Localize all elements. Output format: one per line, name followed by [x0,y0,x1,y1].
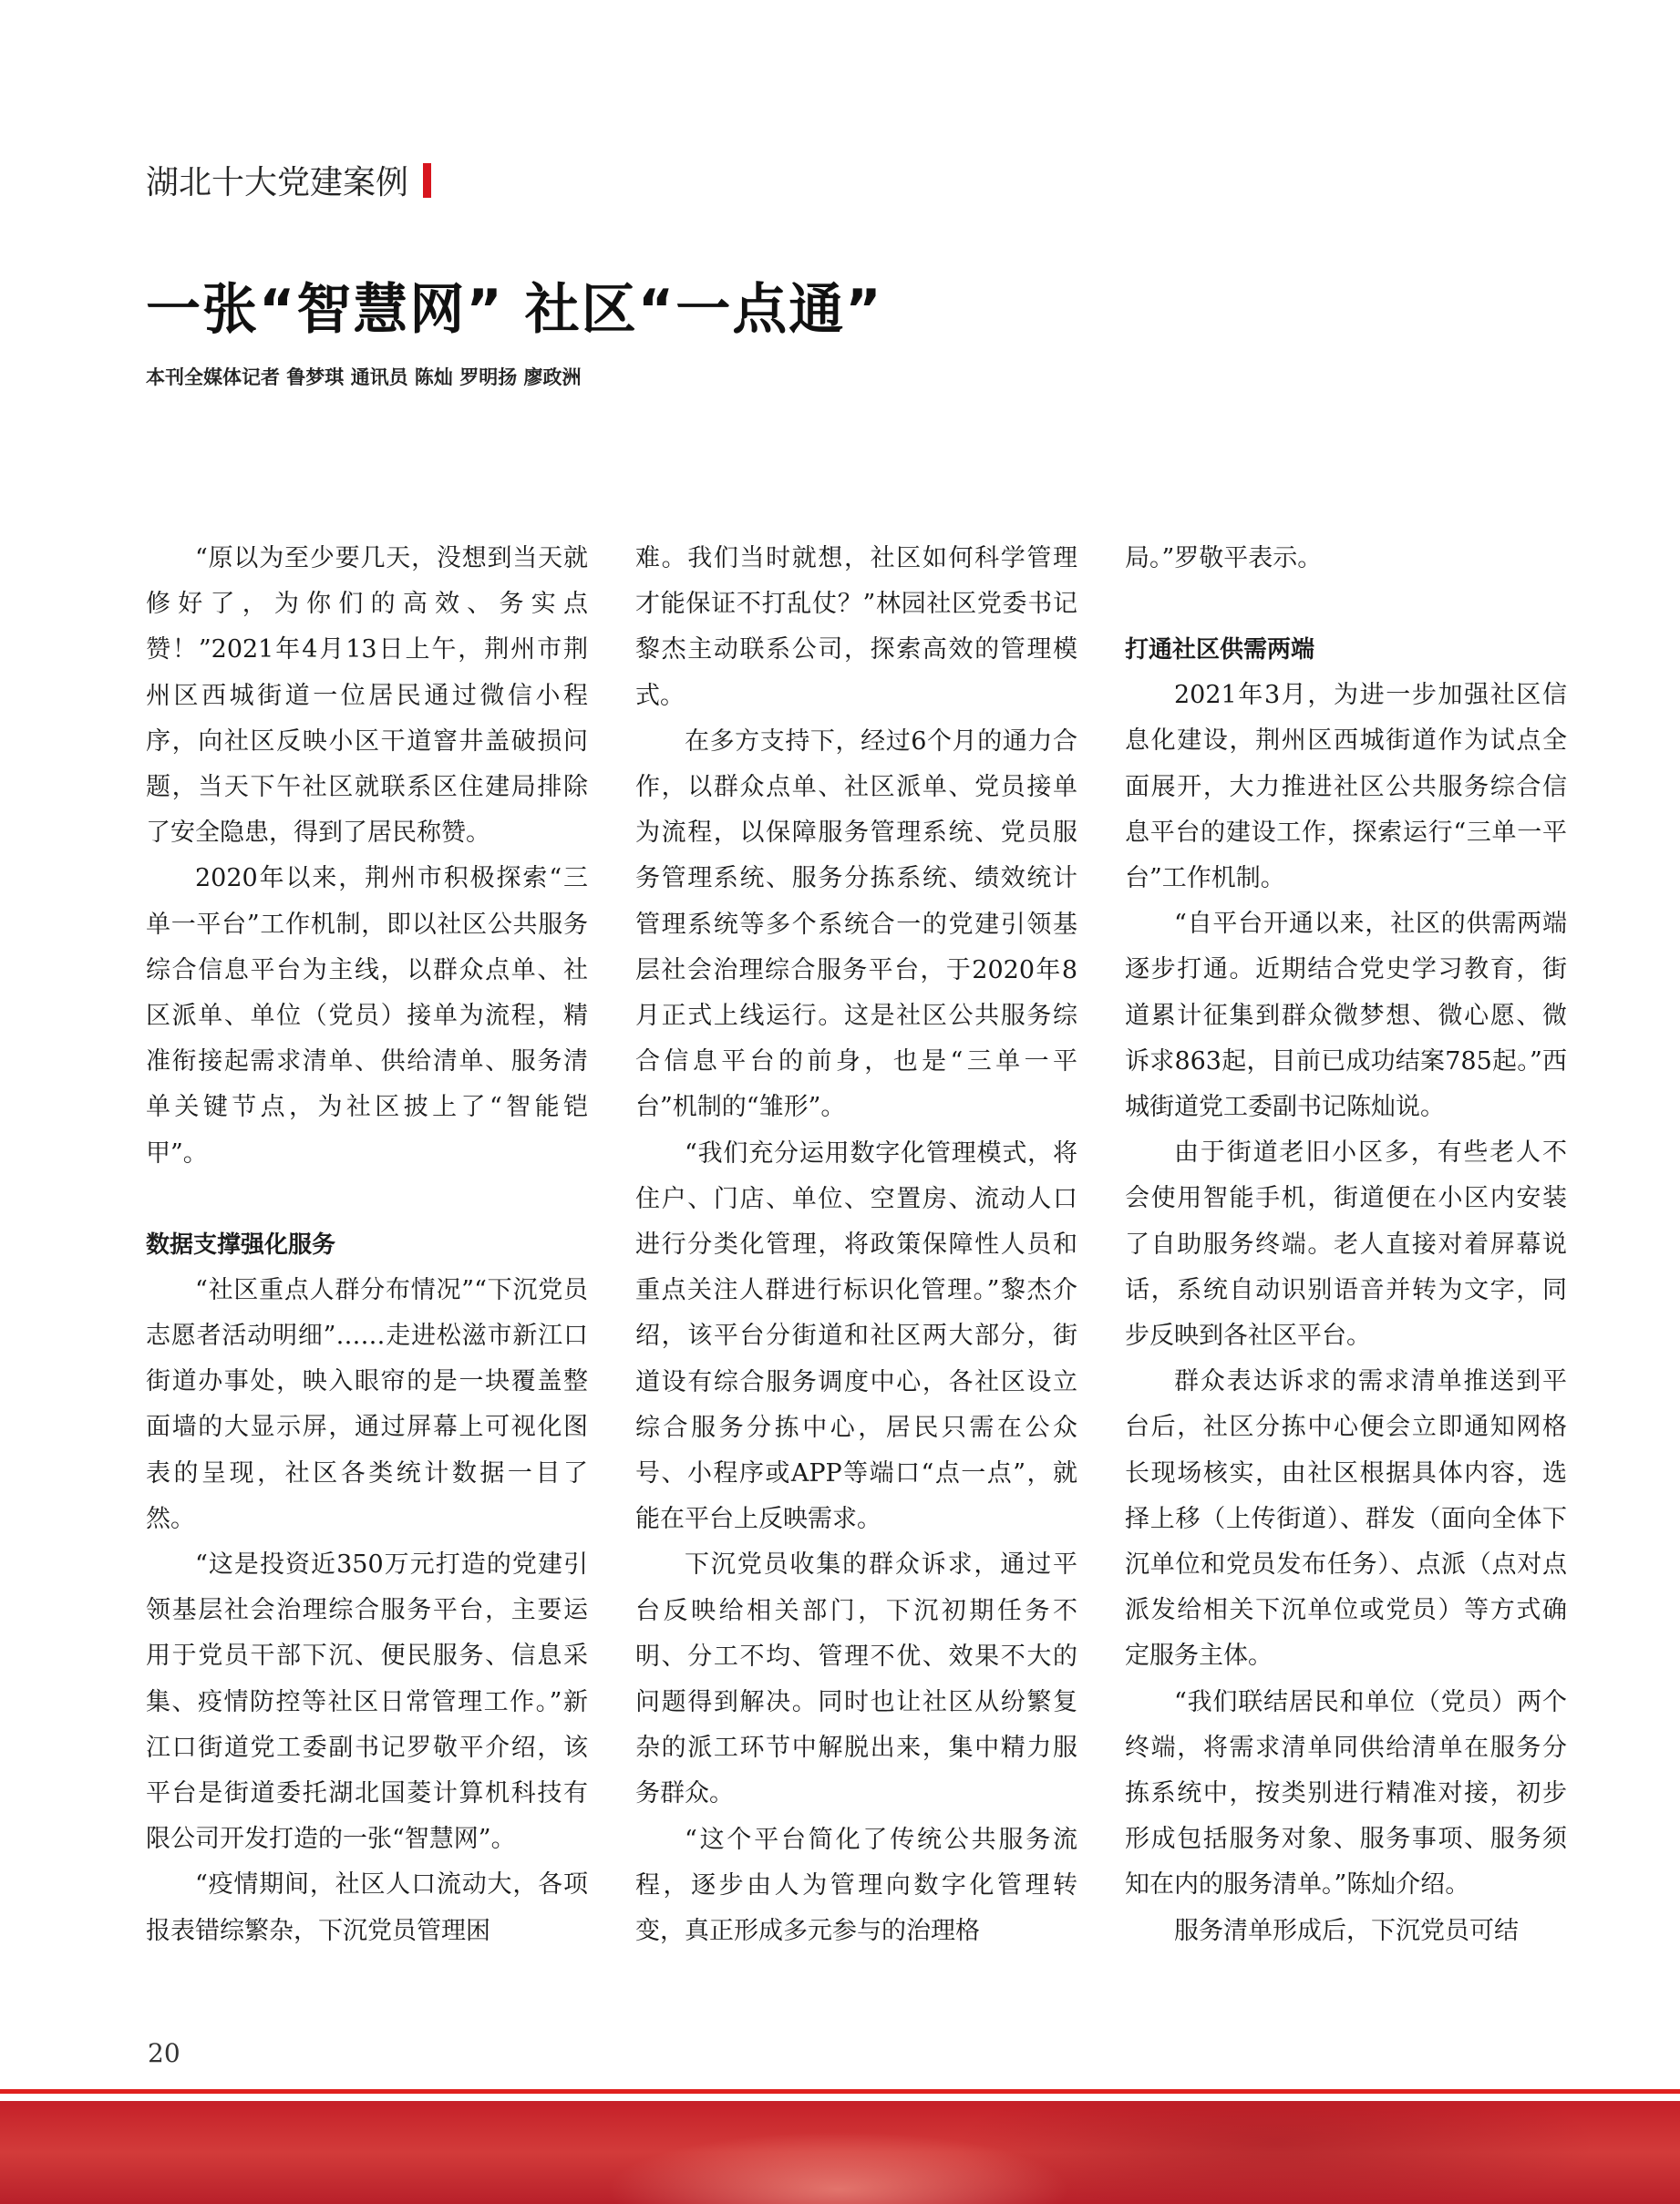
section-heading: 数据支撑强化服务 [146,1231,336,1259]
paragraph-continued: 局。”罗敬平表示。 [1125,544,1323,572]
paragraph: “这是投资近350万元打造的党建引领基层社会治理综合服务平台，主要运用于党员干部下沉、便民服务、信息采集、疫情防控等社区日常管理工作。”新江口街道党工委副书记罗敬平介绍，该平台是街道委托湖北国菱计算机科技有限公司开发打造的一张“智慧网”。 [146,1550,588,1854]
paragraph: 2020年以来，荆州市积极探索“三单一平台”工作机制，即以社区公共服务综合信息平台为主线，以群众点单、社区派单、单位（党员）接单为流程，精准衔接起需求清单、供给清单、服务清单关键节点，为社区披上了“智能铠甲”。 [146,864,588,1168]
paragraph: “我们联结居民和单位（党员）两个终端，将需求清单同供给清单在服务分拣系统中，按类别进行精准对接，初步形成包括服务对象、服务事项、服务须知在内的服务清单。”陈灿介绍。 [1125,1687,1567,1900]
text-column-1 [146,536,588,1954]
paragraph: “原以为至少要几天，没想到当天就修好了，为你们的高效、务实点赞！”2021年4月13日上午，荆州市荆州区西城街道一位居民通过微信小程序，向社区反映小区干道窨井盖破损问题，当天下午社区就联系区住建局排除了安全隐患，得到了居民称赞。 [146,544,588,848]
article-byline: 本刊全媒体记者 鲁梦琪 通讯员 陈灿 罗明扬 廖政洲 [146,366,582,388]
paragraph: 服务清单形成后，下沉党员可结 [1174,1916,1519,1945]
paragraph: “自平台开通以来，社区的供需两端逐步打通。近期结合党史学习教育，街道累计征集到群众微梦想、微心愿、微诉求863起，目前已成功结案785起。”西城街道党工委副书记陈灿说。 [1125,910,1567,1122]
text-column-2 [635,536,1077,1954]
footer-banner [0,2089,1680,2204]
column-tag [146,157,431,203]
paragraph: “疫情期间，社区人口流动大，各项报表错综繁杂，下沉党员管理困 [146,1870,588,1945]
column-tag-bar [423,163,431,198]
paragraph: “我们充分运用数字化管理模式，将住户、门店、单位、空置房、流动人口进行分类化管理，将政策保障性人员和重点关注人群进行标识化管理。”黎杰介绍，该平台分街道和社区两大部分，街道设有综合服务调度中心，各社区设立综合服务分拣中心，居民只需在公众号、小程序或APP等端口“点一点”，就能在平台上反映需求。 [635,1138,1077,1534]
text-column-3 [1125,536,1567,1954]
article-title: 一张“智慧网” 社区“一点通” [146,278,883,342]
paragraph: 在多方支持下，经过6个月的通力合作，以群众点单、社区派单、党员接单为流程，以保障服务管理系统、党员服务管理系统、服务分拣系统、绩效统计管理系统等多个系统合一的党建引领基层社会治理综合服务平台，于2020年8月正式上线运行。这是社区公共服务综合信息平台的前身，也是“三单一平台”机制的“雏形”。 [635,726,1077,1122]
paragraph: “这个平台简化了传统公共服务流程，逐步由人为管理向数字化管理转变，真正形成多元参与的治理格 [635,1825,1077,1946]
paragraph-continued: 难。我们当时就想，社区如何科学管理才能保证不打乱仗？”林园社区党委书记黎杰主动联系公司，探索高效的管理模式。 [635,544,1077,710]
section-heading: 打通社区供需两端 [1125,636,1315,664]
paragraph: 群众表达诉求的需求清单推送到平台后，社区分拣中心便会立即通知网格长现场核实，由社区根据具体内容，选择上移（上传街道）、群发（面向全体下沉单位和党员发布任务）、点派（点对点派发给相关下沉单位或党员）等方式确定服务主体。 [1125,1367,1567,1671]
column-tag-label: 湖北十大党建案例 [146,164,409,201]
paragraph: 2021年3月，为进一步加强社区信息化建设，荆州区西城街道作为试点全面展开，大力推进社区公共服务综合信息平台的建设工作，探索运行“三单一平台”工作机制。 [1125,681,1567,893]
paragraph: 下沉党员收集的群众诉求，通过平台反映给相关部门，下沉初期任务不明、分工不均、管理不优、效果不大的问题得到解决。同时也让社区从纷繁复杂的派工环节中解脱出来，集中精力服务群众。 [635,1550,1077,1808]
paragraph: 由于街道老旧小区多，有些老人不会使用智能手机，街道便在小区内安装了自助服务终端。老人直接对着屏幕说话，系统自动识别语音并转为文字，同步反映到各社区平台。 [1125,1138,1567,1351]
paragraph: “社区重点人群分布情况”“下沉党员志愿者活动明细”……走进松滋市新江口街道办事处，映入眼帘的是一块覆盖整面墙的大显示屏，通过屏幕上可视化图表的呈现，社区各类统计数据一目了然。 [146,1275,588,1533]
footer-gap [0,2094,1680,2101]
page-number: 20 [148,2038,180,2068]
